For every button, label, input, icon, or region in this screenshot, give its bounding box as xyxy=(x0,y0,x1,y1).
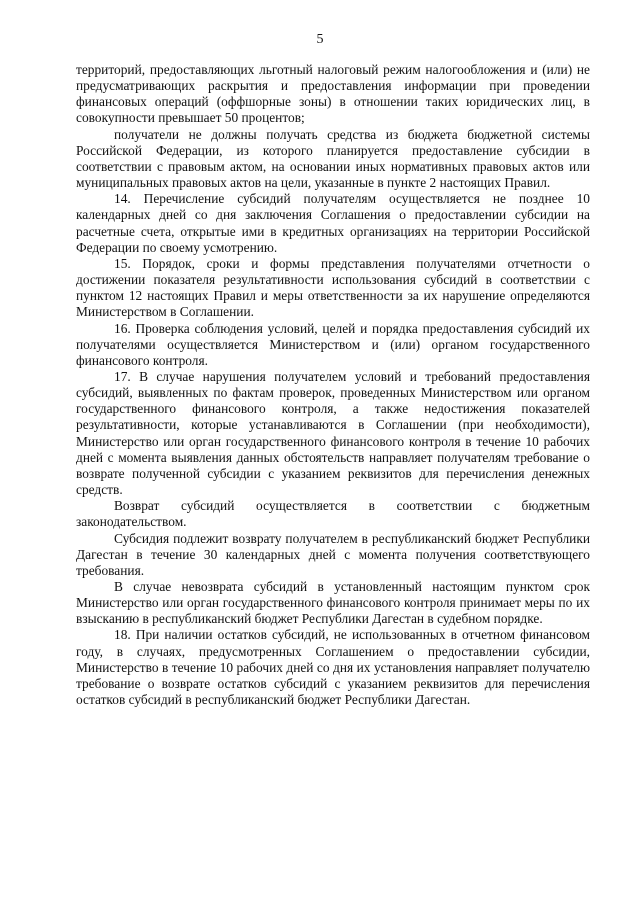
paragraph-item-14: 14. Перечисление субсидий получателям осуществляется не позднее 10 календарных дней со дня заключения Соглашения о предоставлении субсидии на расчетные счета, открытые ими в кредитных организациях на территории Российской Федерации по своему усмотрению. xyxy=(76,191,590,255)
paragraph-non-refund-court: В случае невозврата субсидий в установленный настоящим пунктом срок Министерство или орган государственного финансового контроля принимает меры по их взысканию в республиканский бюджет Республики Дагестан в судебном порядке. xyxy=(76,579,590,627)
document-body xyxy=(76,62,590,708)
page-number: 5 xyxy=(316,32,324,47)
paragraph-item-15: 15. Порядок, сроки и формы представления получателями отчетности о достижении показателя результативности использования субсидий в соответствии с пунктом 12 настоящих Правил и меры ответственности за их нарушение определяются Министерством в Соглашении. xyxy=(76,255,590,320)
paragraph-continuation: территорий, предоставляющих льготный налоговый режим налогообложения и (или) не предусматривающих раскрытия и предоставления информации при проведении финансовых операций (оффшорные зоны) в отношении таких юридических лиц, в совокупности превышает 50 процентов; xyxy=(76,62,590,126)
paragraph-refund-legislation: Возврат субсидий осуществляется в соответствии с бюджетным законодательством. xyxy=(76,498,590,530)
paragraph-item-17: 17. В случае нарушения получателем условий и требований предоставления субсидий, выявленных по фактам проверок, проведенных Министерством или органом государственного финансового контроля, а также недостижения показателей результативности, которые устанавливаются в Соглашении (при необходимости), Министерство или орган государственного финансового контроля в течение 10 рабочих дней с момента выявления данных обстоятельств направляет получателям требование о возврате полученной субсидии с указанием реквизитов для перечисления денежных средств. xyxy=(76,368,590,498)
paragraph-recipients-budget-funds: получатели не должны получать средства из бюджета бюджетной системы Российской Федерации, из которого планируется предоставление субсидии в соответствии с правовым актом, на основании иных нормативных правовых актов или муниципальных правовых актов на цели, указанные в пункте 2 настоящих Правил. xyxy=(76,126,590,191)
paragraph-item-16: 16. Проверка соблюдения условий, целей и порядка предоставления субсидий их получателями осуществляется Министерством и (или) органом государственного финансового контроля. xyxy=(76,320,590,368)
paragraph-item-18: 18. При наличии остатков субсидий, не использованных в отчетном финансовом году, в случаях, предусмотренных Соглашением о предоставлении субсидии, Министерство в течение 10 рабочих дней со дня их установления направляет получателю требование о возврате остатков субсидий с указанием реквизитов для перечисления остатков субсидий в республиканский бюджет Республики Дагестан. xyxy=(76,627,590,708)
paragraph-refund-30-days: Субсидия подлежит возврату получателем в республиканский бюджет Республики Дагестан в течение 30 календарных дней с момента получения соответствующего требования. xyxy=(76,530,590,578)
